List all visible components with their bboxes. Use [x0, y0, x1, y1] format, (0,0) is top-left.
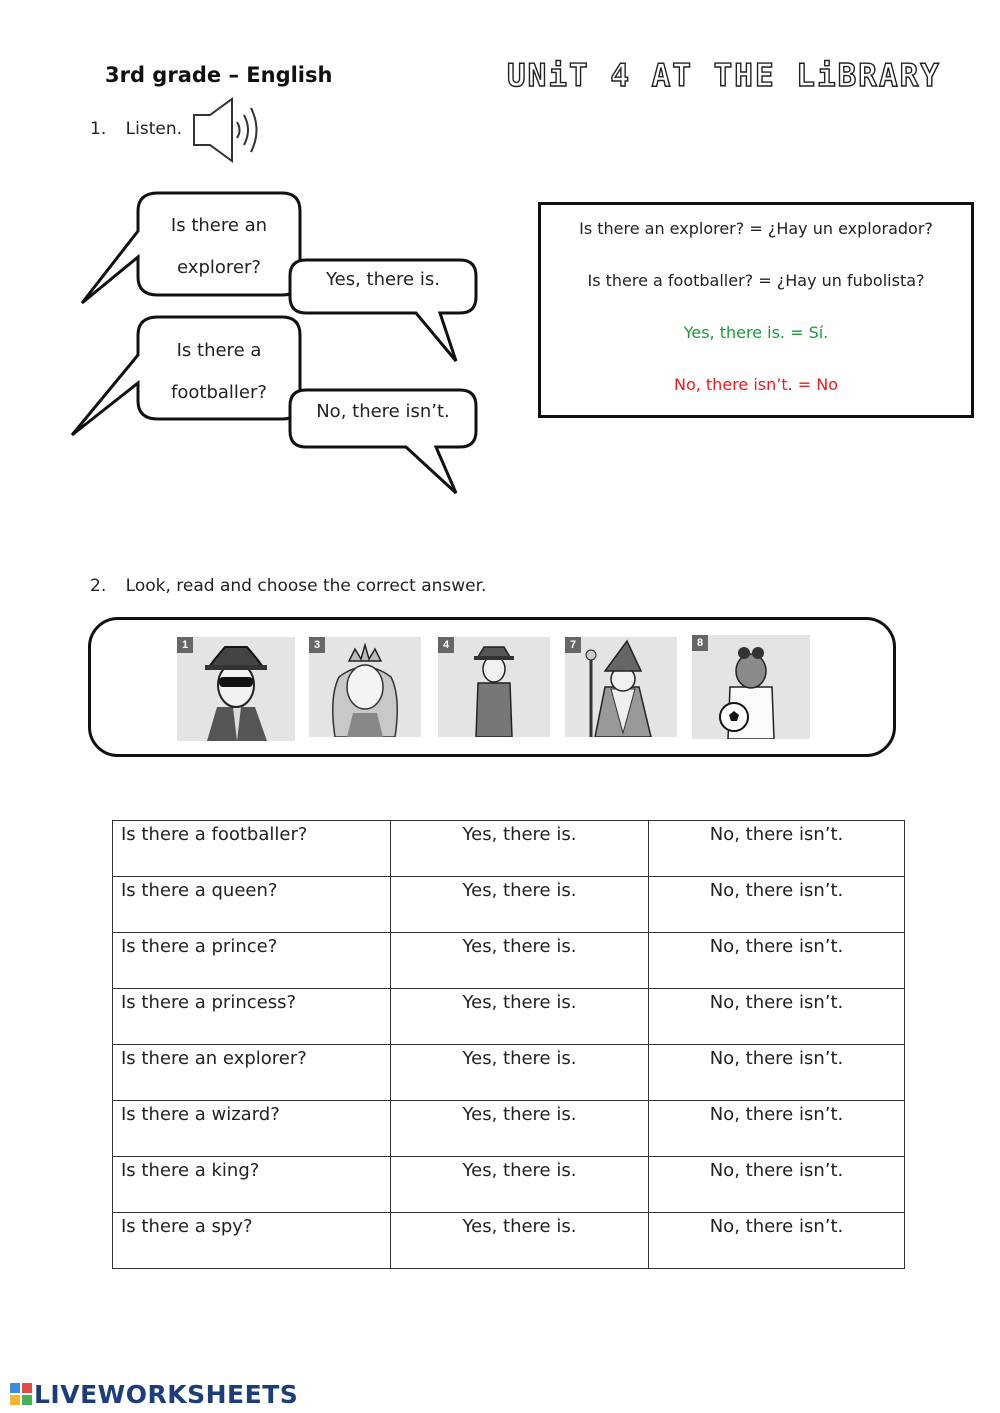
- bubble-4-text: No, there isn’t.: [316, 401, 450, 422]
- yes-option[interactable]: Yes, there is.: [391, 933, 649, 989]
- legend-line-1: Is there an explorer? = ¿Hay un explorador?: [579, 219, 933, 238]
- no-option[interactable]: No, there isn’t.: [649, 1045, 905, 1101]
- spy-picture: [177, 637, 295, 741]
- yes-option[interactable]: Yes, there is.: [391, 989, 649, 1045]
- bubble-1-text: [138, 205, 300, 289]
- yes-option[interactable]: Yes, there is.: [391, 1045, 649, 1101]
- bubble-3-line1: Is there a: [176, 340, 262, 361]
- yes-option[interactable]: Yes, there is.: [391, 1101, 649, 1157]
- question-cell: Is there a wizard?: [113, 1101, 391, 1157]
- picture-tag-7: 7: [565, 637, 581, 653]
- legend-line-4: No, there isn’t. = No: [673, 375, 839, 394]
- exercise-2-text: Look, read and choose the correct answer.: [125, 576, 487, 596]
- bubble-3-text: [138, 330, 300, 414]
- liveworksheets-logo-text: LIVEWORKSHEETS: [34, 1380, 299, 1409]
- pictures-box: [88, 617, 896, 757]
- dialogue-bubbles: [60, 185, 500, 505]
- answer-table: [112, 820, 905, 1269]
- question-cell: Is there a princess?: [113, 989, 391, 1045]
- no-option[interactable]: No, there isn’t.: [649, 1213, 905, 1269]
- bubble-1-line1: Is there an: [170, 215, 268, 236]
- exercise-1-number: 1.: [90, 119, 107, 139]
- footballer-picture: [692, 635, 810, 739]
- table-row: [113, 933, 905, 989]
- picture-tag-1: 1: [177, 637, 193, 653]
- table-row: [113, 1213, 905, 1269]
- exercise-1-text: Listen.: [125, 119, 182, 139]
- exercise-2-number: 2.: [90, 576, 107, 596]
- table-row: [113, 1157, 905, 1213]
- legend-line-2: Is there a footballer? = ¿Hay un fubolista?: [587, 271, 925, 290]
- speaker-icon[interactable]: [190, 97, 265, 167]
- explorer-picture: [438, 637, 550, 737]
- bubble-2-text: Yes, there is.: [326, 269, 440, 290]
- liveworksheets-logo-icon: [10, 1382, 32, 1411]
- question-cell: Is there a king?: [113, 1157, 391, 1213]
- translation-box: [538, 202, 974, 418]
- exercise-2-instruction: [90, 576, 486, 596]
- yes-option[interactable]: Yes, there is.: [391, 1157, 649, 1213]
- picture-tag-4: 4: [438, 637, 454, 653]
- bubble-1-line2: explorer?: [177, 257, 261, 278]
- no-option[interactable]: No, there isn’t.: [649, 877, 905, 933]
- question-cell: Is there a footballer?: [113, 821, 391, 877]
- question-cell: Is there a prince?: [113, 933, 391, 989]
- wizard-picture: [565, 637, 677, 737]
- no-option[interactable]: No, there isn’t.: [649, 821, 905, 877]
- question-cell: Is there an explorer?: [113, 1045, 391, 1101]
- princess-picture: [309, 637, 421, 737]
- picture-tag-8: 8: [692, 635, 708, 651]
- unit-title: UNiT 4 AT THE LiBRARY: [507, 58, 941, 94]
- yes-option[interactable]: Yes, there is.: [391, 877, 649, 933]
- liveworksheets-logo[interactable]: [10, 1380, 298, 1411]
- table-row: [113, 1101, 905, 1157]
- question-cell: Is there a queen?: [113, 877, 391, 933]
- no-option[interactable]: No, there isn’t.: [649, 1157, 905, 1213]
- question-cell: Is there a spy?: [113, 1213, 391, 1269]
- table-row: [113, 1045, 905, 1101]
- no-option[interactable]: No, there isn’t.: [649, 933, 905, 989]
- grade-title: 3rd grade – English: [105, 63, 333, 87]
- table-row: [113, 877, 905, 933]
- bubble-3-line2: footballer?: [171, 382, 267, 403]
- exercise-1-instruction: [90, 119, 182, 139]
- table-row: [113, 821, 905, 877]
- no-option[interactable]: No, there isn’t.: [649, 989, 905, 1045]
- no-option[interactable]: No, there isn’t.: [649, 1101, 905, 1157]
- yes-option[interactable]: Yes, there is.: [391, 1213, 649, 1269]
- yes-option[interactable]: Yes, there is.: [391, 821, 649, 877]
- legend-line-3: Yes, there is. = Sí.: [683, 323, 829, 342]
- picture-tag-3: 3: [309, 637, 325, 653]
- table-row: [113, 989, 905, 1045]
